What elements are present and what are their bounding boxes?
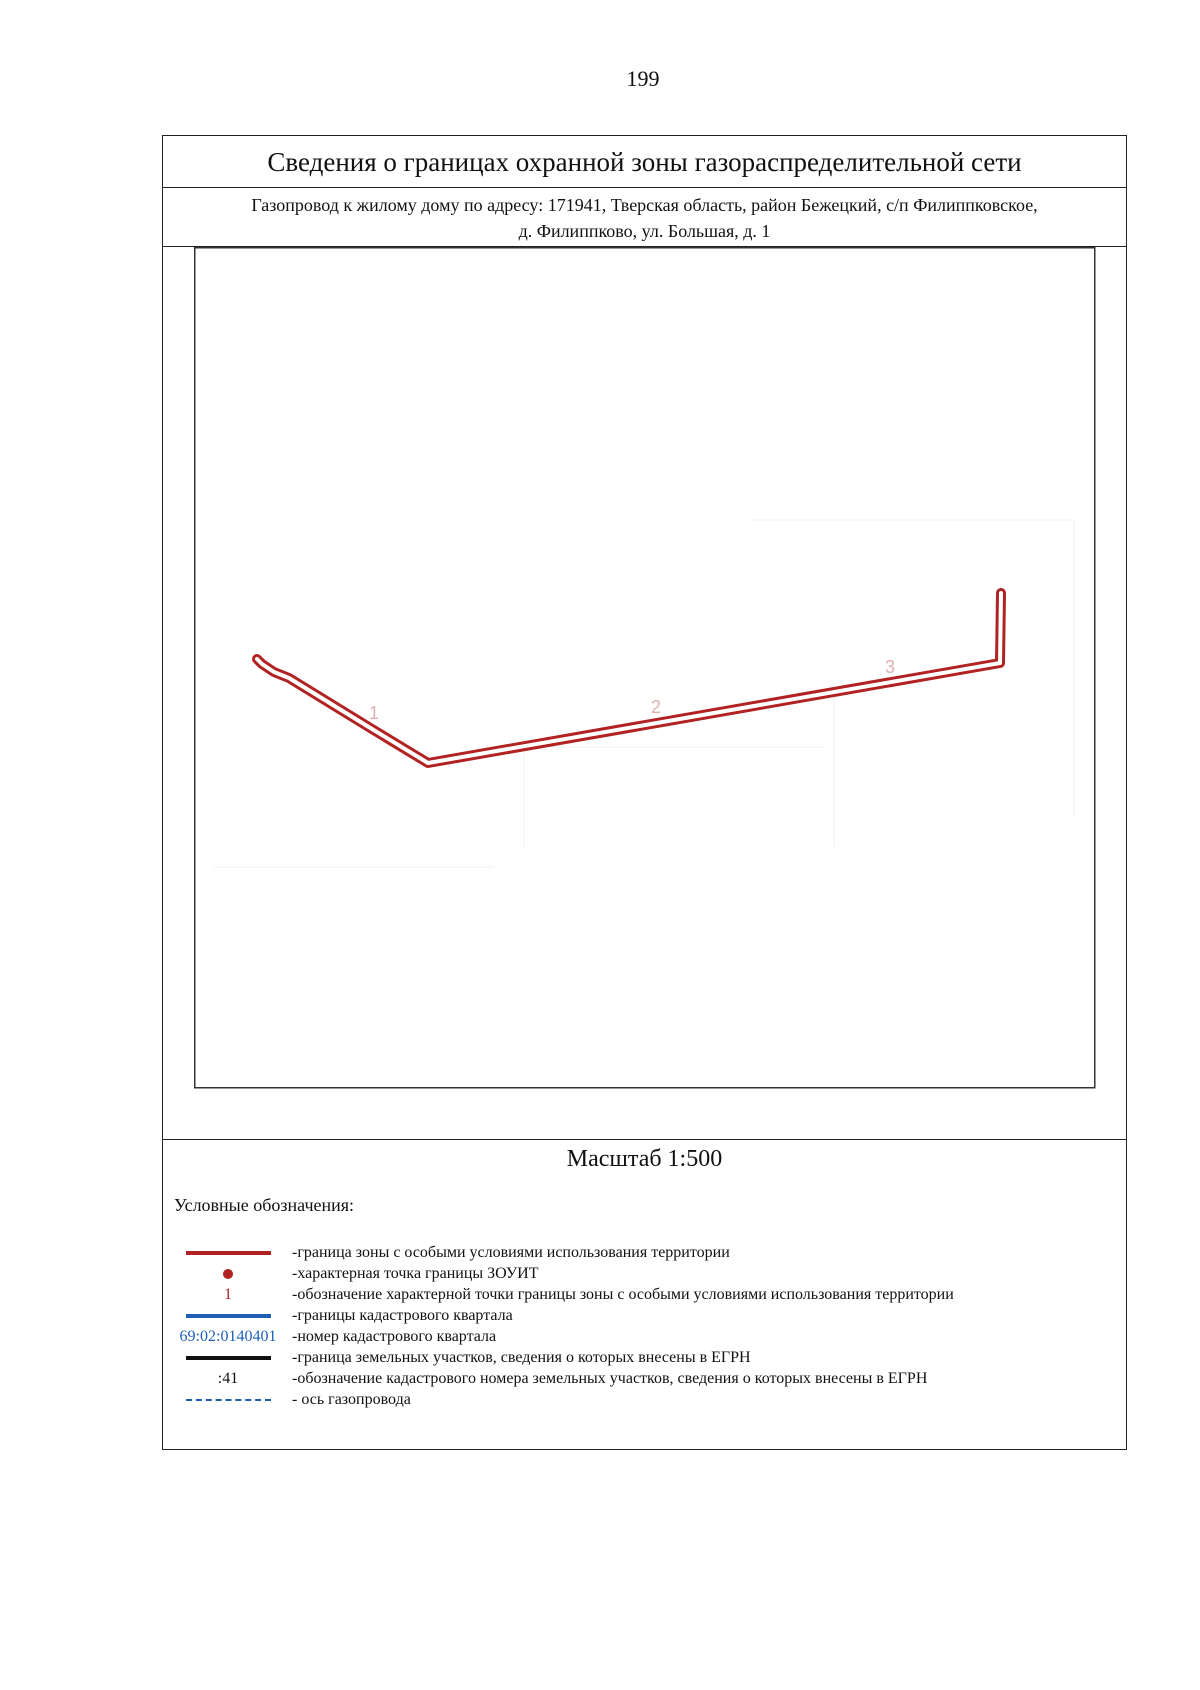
address-line-1: Газопровод к жилому дому по адресу: 171941, Тверская область, район Бежецкий, с/п Филиппковское, <box>251 195 1038 215</box>
legend-text: - ось газопровода <box>292 1391 411 1408</box>
legend-symbol-parcel-boundary <box>173 1347 283 1368</box>
legend-item <box>163 1263 1126 1284</box>
point-label-3: 3 <box>885 657 896 677</box>
legend-item <box>163 1347 1126 1368</box>
black-line-icon <box>186 1356 271 1360</box>
legend-text: -обозначение характерной точки границы зоны с особыми условиями использования территории <box>292 1286 954 1303</box>
document-frame <box>162 135 1127 1450</box>
point-label-2: 2 <box>651 697 662 717</box>
page-number: 199 <box>626 66 660 91</box>
legend-text: -граница зоны с особыми условиями использования территории <box>292 1244 730 1261</box>
point-label-1: 1 <box>369 703 380 723</box>
legend-text: -обозначение кадастрового номера земельных участков, сведения о которых внесены в ЕГРН <box>292 1370 928 1387</box>
blue-line-icon <box>186 1314 271 1318</box>
legend-symbol-pipeline-axis <box>173 1389 283 1410</box>
red-line-icon <box>186 1251 271 1255</box>
legend-symbol-parcel-number <box>173 1368 283 1389</box>
legend-item <box>163 1389 1126 1410</box>
legend-title: Условные обозначения: <box>174 1195 355 1215</box>
map-canvas <box>194 247 1096 1226</box>
legend-text: -характерная точка границы ЗОУИТ <box>292 1265 539 1282</box>
object-address <box>163 188 1126 247</box>
legend-symbol-text: 69:02:0140401 <box>179 1327 277 1345</box>
legend-text: -границы кадастрового квартала <box>292 1307 513 1324</box>
legend-text: -номер кадастрового квартала <box>292 1328 497 1345</box>
legend-symbol-quarter-boundary <box>173 1305 283 1326</box>
red-dot-icon <box>223 1269 233 1279</box>
scale-label: Масштаб 1:500 <box>566 1146 723 1172</box>
map-area <box>194 247 1096 1226</box>
legend-text: -граница земельных участков, сведения о которых внесены в ЕГРН <box>292 1349 751 1366</box>
dashed-line-icon <box>186 1399 271 1401</box>
address-line-2: д. Филиппково, ул. Большая, д. 1 <box>518 221 771 241</box>
legend-symbol-text: 1 <box>224 1285 232 1303</box>
legend-symbol-text: :41 <box>217 1369 239 1387</box>
legend-item <box>163 1242 1126 1263</box>
legend-item <box>163 1326 1126 1347</box>
legend-symbol-quarter-number <box>173 1326 283 1347</box>
protection-zone-boundary <box>257 593 1001 763</box>
legend-section <box>163 1139 1126 1449</box>
legend-symbol-point-number <box>173 1284 283 1305</box>
legend-symbol-point <box>173 1263 283 1284</box>
legend-symbol-zone-boundary <box>173 1242 283 1263</box>
background-grid <box>214 520 1074 867</box>
page-title: Сведения о границах охранной зоны газораспределительной сети <box>163 136 1126 188</box>
legend-item <box>163 1305 1126 1326</box>
legend-item <box>163 1284 1126 1305</box>
legend-item <box>163 1368 1126 1389</box>
